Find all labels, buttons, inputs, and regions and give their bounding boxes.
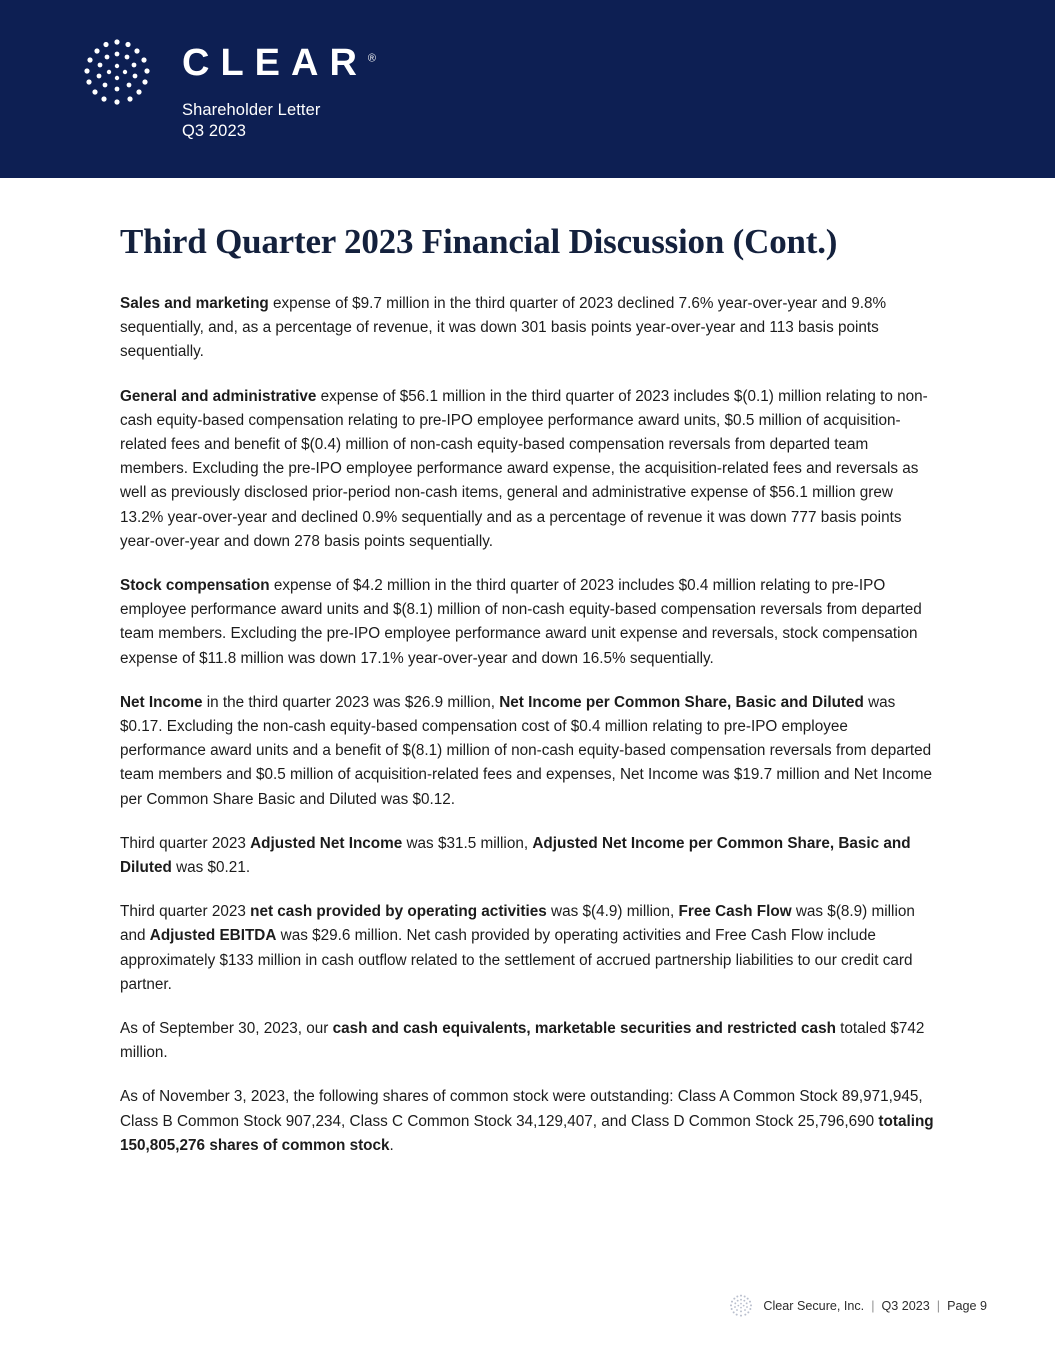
page-footer <box>728 1293 987 1319</box>
registered-trademark-icon: ® <box>367 52 376 65</box>
paragraph-stock-compensation: Stock compensation expense of $4.2 million in the third quarter of 2023 includes $0.4 million relating to pre-IPO employee performance award units and $(8.1) million of non-cash equity-based compensation reversals from departed team members. Excluding the pre-IPO employee performance award unit expense and reversals, stock compensation expense of $11.8 million was down 17.1% year-over-year and down 16.5% sequentially. <box>120 577 922 667</box>
footer-page-number: Page 9 <box>947 1299 987 1313</box>
page-body <box>0 178 1055 1178</box>
footer-company: Clear Secure, Inc. <box>763 1299 865 1313</box>
footer-quarter: Q3 2023 <box>881 1299 930 1313</box>
header-titles <box>182 44 376 142</box>
brand-wordmark-text: CLEAR <box>182 42 368 84</box>
document-content <box>120 292 935 1158</box>
header-subtitle <box>182 100 376 142</box>
paragraph-cash-and-equivalents: As of September 30, 2023, our cash and cash equivalents, marketable securities and restricted cash totaled $742 million. <box>120 1020 925 1062</box>
header-subtitle-line2: Q3 2023 <box>182 122 247 140</box>
page-title: Third Quarter 2023 Financial Discussion (Cont.) <box>120 222 838 261</box>
header-subtitle-line1: Shareholder Letter <box>182 101 321 119</box>
brand-wordmark <box>182 44 376 82</box>
paragraph-operating-activities-fcf: Third quarter 2023 net cash provided by operating activities was $(4.9) million, Free Cash Flow was $(8.9) million and Adjusted EBITDA was $29.6 million. Net cash provided by operating activities and Free Cash Flow include approximately $133 million in cash outflow related to the settlement of accrued partnership liabilities to our credit card partner. <box>120 903 915 993</box>
paragraph-general-and-administrative: General and administrative expense of $56.1 million in the third quarter of 2023 includes $(0.1) million relating to non-cash equity-based compensation relating to pre-IPO employee performance award units, $0.5 million of acquisition-related fees and benefit of $(0.4) million of non-cash equity-based compensation reversals from departed team members. Excluding the pre-IPO employee performance award expense, the acquisition-related fees and reversals as well as previously disclosed prior-period non-cash items, general and administrative expense of $56.1 million grew 13.2% year-over-year and declined 0.9% sequentially and as a percentage of revenue it was down 777 basis points year-over-year and down 278 basis points sequentially. <box>120 387 928 550</box>
header-branding <box>78 28 376 142</box>
footer-separator-1: | <box>871 1299 875 1313</box>
page-header <box>0 0 1055 178</box>
paragraph-sales-and-marketing: Sales and marketing expense of $9.7 million in the third quarter of 2023 declined 7.6% year-over-year and 9.8% sequentially, and, as a percentage of revenue, it was down 301 basis points year-over-year and 113 basis points sequentially. <box>120 295 887 361</box>
paragraph-shares-outstanding: As of November 3, 2023, the following shares of common stock were outstanding: Class A Common Stock 89,971,945, Class B Common Stock 907,234, Class C Common Stock 34,129,407, and Class D Common Stock 25,796,690 totaling 150,805,276 shares of common stock. <box>120 1088 934 1154</box>
clear-logo-icon <box>78 34 156 112</box>
paragraph-net-income: Net Income in the third quarter 2023 was $26.9 million, Net Income per Common Share, Basic and Diluted was $0.17. Excluding the non-cash equity-based compensation cost of $0.4 million relating to pre-IPO employee performance award units and a benefit of $(8.1) million of non-cash equity-based compensation reversals from departed team members and $0.5 million of acquisition-related fees and expenses, Net Income was $19.7 million and Net Income per Common Share Basic and Diluted was $0.12. <box>120 693 933 808</box>
footer-separator-2: | <box>936 1299 941 1313</box>
clear-footer-logo-icon <box>728 1293 754 1319</box>
paragraph-adjusted-net-income: Third quarter 2023 Adjusted Net Income was $31.5 million, Adjusted Net Income per Common Share, Basic and Diluted was $0.21. <box>120 834 911 877</box>
